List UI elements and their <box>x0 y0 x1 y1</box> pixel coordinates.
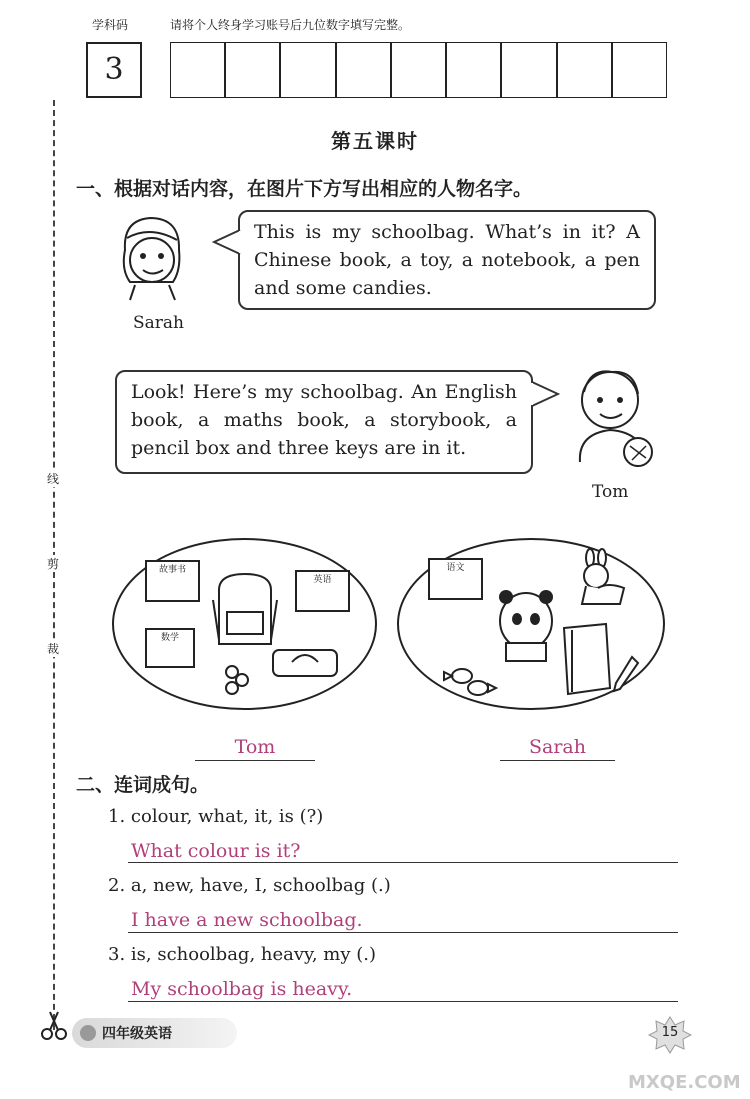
book-label: 四年级英语 <box>102 1026 172 1042</box>
scissors-icon <box>38 1010 70 1042</box>
question-prompt: 3. is, schoolbag, heavy, my (.) <box>108 944 376 965</box>
notebook-icon <box>558 620 618 700</box>
speech-tail-icon <box>212 228 242 256</box>
toy-rabbit-icon <box>568 548 633 608</box>
page-number: 15 <box>661 1025 679 1040</box>
question-answer[interactable]: What colour is it? <box>131 840 301 862</box>
digit-box[interactable] <box>446 42 501 98</box>
english-book-label: 英语 <box>313 575 332 585</box>
storybook-picture <box>145 560 200 602</box>
digit-box[interactable] <box>501 42 556 98</box>
girl-portrait-icon <box>105 210 195 302</box>
cut-label-cut: 剪 <box>47 557 60 571</box>
candies-icon <box>440 662 500 702</box>
question-answer[interactable]: I have a new schoolbag. <box>131 909 363 931</box>
section2-heading: 二、连词成句。 <box>76 774 210 796</box>
badge-dot-icon <box>80 1025 96 1041</box>
account-instruction: 请将个人终身学习账号后九位数字填写完整。 <box>170 18 411 32</box>
subject-code-box: 3 <box>86 42 142 98</box>
lesson-title: 第五课时 <box>331 129 419 153</box>
subject-code-label: 学科码 <box>92 18 129 32</box>
answer-line <box>500 760 615 761</box>
watermark: MXQE.COM <box>628 1072 741 1093</box>
digit-box[interactable] <box>612 42 667 98</box>
pencil-box-icon <box>270 642 340 682</box>
pen-icon <box>610 655 640 695</box>
keys-icon <box>222 662 252 696</box>
digit-box[interactable] <box>557 42 612 98</box>
answer-line <box>128 1001 678 1002</box>
answer-line <box>128 932 678 933</box>
digit-box[interactable] <box>391 42 446 98</box>
section1-heading: 一、根据对话内容，在图片下方写出相应的人物名字。 <box>76 178 533 200</box>
left-picture-answer[interactable]: Tom <box>234 736 276 758</box>
maths-book-picture <box>145 628 195 668</box>
answer-line <box>195 760 315 761</box>
account-digit-boxes[interactable] <box>170 42 667 98</box>
boy-portrait-icon <box>560 362 670 472</box>
sarah-speech-bubble: This is my schoolbag. What’s in it? A Chinese book, a toy, a notebook, a pen and some candies. <box>238 210 656 310</box>
answer-line <box>128 862 678 863</box>
cut-label-trim: 裁 <box>47 642 60 656</box>
question-prompt: 2. a, new, have, I, schoolbag (.) <box>108 875 391 896</box>
digit-box[interactable] <box>280 42 335 98</box>
digit-box[interactable] <box>225 42 280 98</box>
tom-name-label: Tom <box>592 482 629 502</box>
cut-label-line: 线 <box>47 472 60 486</box>
speech-tail-icon <box>530 380 560 408</box>
question-answer[interactable]: My schoolbag is heavy. <box>131 978 353 1000</box>
sarah-name-label: Sarah <box>133 313 184 333</box>
chinese-book-picture <box>428 558 483 600</box>
schoolbag-icon <box>205 570 285 650</box>
chinese-book-label: 语文 <box>446 563 465 573</box>
question-prompt: 1. colour, what, it, is (?) <box>108 806 324 827</box>
english-book-picture <box>295 570 350 612</box>
tom-speech-bubble: Look! Here’s my schoolbag. An English book, a maths book, a storybook, a pencil box and three keys are in it. <box>115 370 533 474</box>
storybook-label: 故事书 <box>158 565 186 575</box>
digit-box[interactable] <box>336 42 391 98</box>
right-picture-answer[interactable]: Sarah <box>529 736 586 758</box>
maths-book-label: 数学 <box>160 633 179 643</box>
digit-box[interactable] <box>170 42 225 98</box>
panda-bag-icon <box>492 585 567 665</box>
